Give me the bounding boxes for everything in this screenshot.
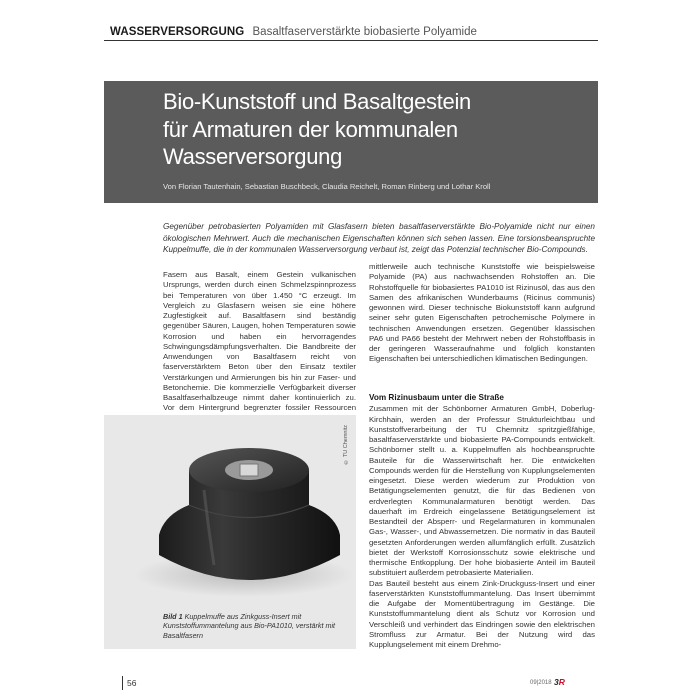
article-authors: Von Florian Tautenhain, Sebastian Buschbeck, Claudia Reichelt, Roman Rinberg und Lothar Kroll bbox=[163, 182, 491, 191]
body-paragraph: Zusammen mit der Schönborner Armaturen GmbH, Doberlug-Kirchhain, werden an der Professur Strukturleichtbau und Kunststoffverarbeitung der TU Chemnitz spritzgießfähige, basaltfaserverstärkte und biobasierte PA-Compounds entwickelt. Schönborner stellt u. a. Kuppelmuffen als hochbeanspruchte Bauteile für die Wasserwirtschaft her. Die entwickelten Compounds werden für die Herstellung von Kupplungselementen eingesetzt. Diese werden wiederum zur Produktion von Betätigungselementen genutzt, die für das Bedienen von erdverlegten Kommunalarmaturen benötigt werden. Das dauerhaft im Erdreich eingelassene Betätigungselement ist Bestandteil der Absperr- und Regelarmaturen in kommunalen Gas-, Wasser-, und Abwassernetzen. Die normativ in das Bauteil gesetzten Anforderungen werden allumfänglich erfüllt. Zusätzlich bietet der Werkstoff Korrosionsschutz sowie elektrische und thermische Entkopplung. Der hohe biobasierte Anteil im Bauteil substituiert außerdem petrobasierte Materialien. bbox=[369, 404, 595, 578]
title-line-3: Wasserversorgung bbox=[163, 144, 343, 169]
publisher-logo bbox=[554, 677, 565, 687]
page-number: 56 bbox=[127, 678, 137, 688]
title-line-1: Bio-Kunststoff und Basaltgestein bbox=[163, 89, 471, 114]
logo-accent: R bbox=[558, 677, 565, 687]
body-paragraph: Das Bauteil besteht aus einem Zink-Druckguss-Insert und einer faserverstärkten Kunststoffummantelung. Das Insert übernimmt die Aufgabe der Momentübertragung im Gestänge. Die Kunststoffummantelung dient als Schutz vor Korrosion und Verschleiß und verhindert das Eindringen sowie den elektrischen Stromfluss zur Armatur. Bei der Nutzung wird das Kupplungselement mit einem Drehmo- bbox=[369, 578, 595, 649]
logo-main: 3 bbox=[554, 677, 559, 687]
article-title bbox=[163, 88, 583, 171]
caption-body: Kuppelmuffe aus Zinkguss-Insert mit Kunststoffummantelung aus Bio-PA1010, verstärkt mit Basaltfasern bbox=[163, 612, 336, 640]
issue-number: 09|2018 bbox=[530, 680, 552, 686]
body-paragraph: Fasern aus Basalt, einem Gestein vulkanischen Ursprungs, werden durch einen Schmelzspinnprozess bei Temperaturen von über 1.450 °C erzeugt. Im Vergleich zu Glasfasern weisen sie eine höhere Zugfestigkeit auf. Basaltfasern sind beständig gegenüber Säuren, Laugen, hohen Temperaturen sowie Korrosion und haben ein hervorragendes Schwingungsdämpfungsverhalten. Die Bandbreite der Anwendungen von Basaltfasern reicht von faserverstärktem Beton über den Einsatz textiler Verstärkungen und Armierungen bis hin zur Faser- und Betonchemie. Die kommerzielle Verfügbarkeit diverser Basaltfaserhalbzeuge nimmt daher kontinuierlich zu. Vor dem Hintergrund begrenzter fossiler Ressourcen bbox=[163, 270, 356, 413]
title-block bbox=[104, 81, 598, 203]
figure-caption bbox=[104, 605, 356, 649]
header-rule bbox=[104, 40, 598, 41]
caption-text bbox=[163, 612, 348, 640]
article-lede: Gegenüber petrobasierten Polyamiden mit Glasfasern bieten basaltfaserverstärkte Bio-Polyamide nicht nur einen ökologischen Mehrwert. Auch die mechanischen Eigenschaften können sich sehen lassen. Eine torsionsbeanspruchte Kuppelmuffe, die in der kommunalen Wasserversorgung verbaut ist, zeigt das Potenzial technischer Bio-Compounds. bbox=[163, 222, 595, 255]
footer-rule bbox=[122, 676, 123, 690]
body-column-2-top bbox=[369, 262, 595, 365]
square-drive-hole bbox=[240, 464, 258, 476]
caption-label: Bild 1 bbox=[163, 612, 183, 621]
body-column-1 bbox=[163, 270, 356, 424]
photo-credit: © TU Chemnitz bbox=[343, 425, 349, 465]
product-photo bbox=[104, 415, 356, 605]
title-line-2: für Armaturen der kommunalen bbox=[163, 116, 458, 142]
section-header bbox=[110, 26, 477, 38]
coupling-sleeve-image bbox=[104, 415, 356, 605]
section-name: WASSERVERSORGUNG bbox=[110, 26, 245, 38]
section-subtitle: Basaltfaserverstärkte biobasierte Polyamide bbox=[252, 26, 477, 38]
section-subheading: Vom Rizinusbaum unter die Straße bbox=[369, 393, 504, 402]
body-paragraph: mittlerweile auch technische Kunststoffe wie beispielsweise Polyamide (PA) aus nachwachsenden Rohstoffen an. Die Rohstoffquelle für biobasiertes PA1010 ist Rizinusöl, das aus den Samen des afrikanischen Wunderbaums (Ricinus communis) gewonnen wird. Dieser technische Biokunststoff kann aufgrund seiner sehr guten Eigenschaften petrochemische Polymere in technischen Anwendungen ersetzen. Gegenüber klassischen PA6 und PA66 besteht der Mehrwert neben der Rohstoffbasis in der geringeren Wasseraufnahme und folglich konstanten Eigenschaften bei unterschiedlichen klimatischen Bedingungen. bbox=[369, 262, 595, 364]
body-column-2-bottom bbox=[369, 393, 595, 650]
